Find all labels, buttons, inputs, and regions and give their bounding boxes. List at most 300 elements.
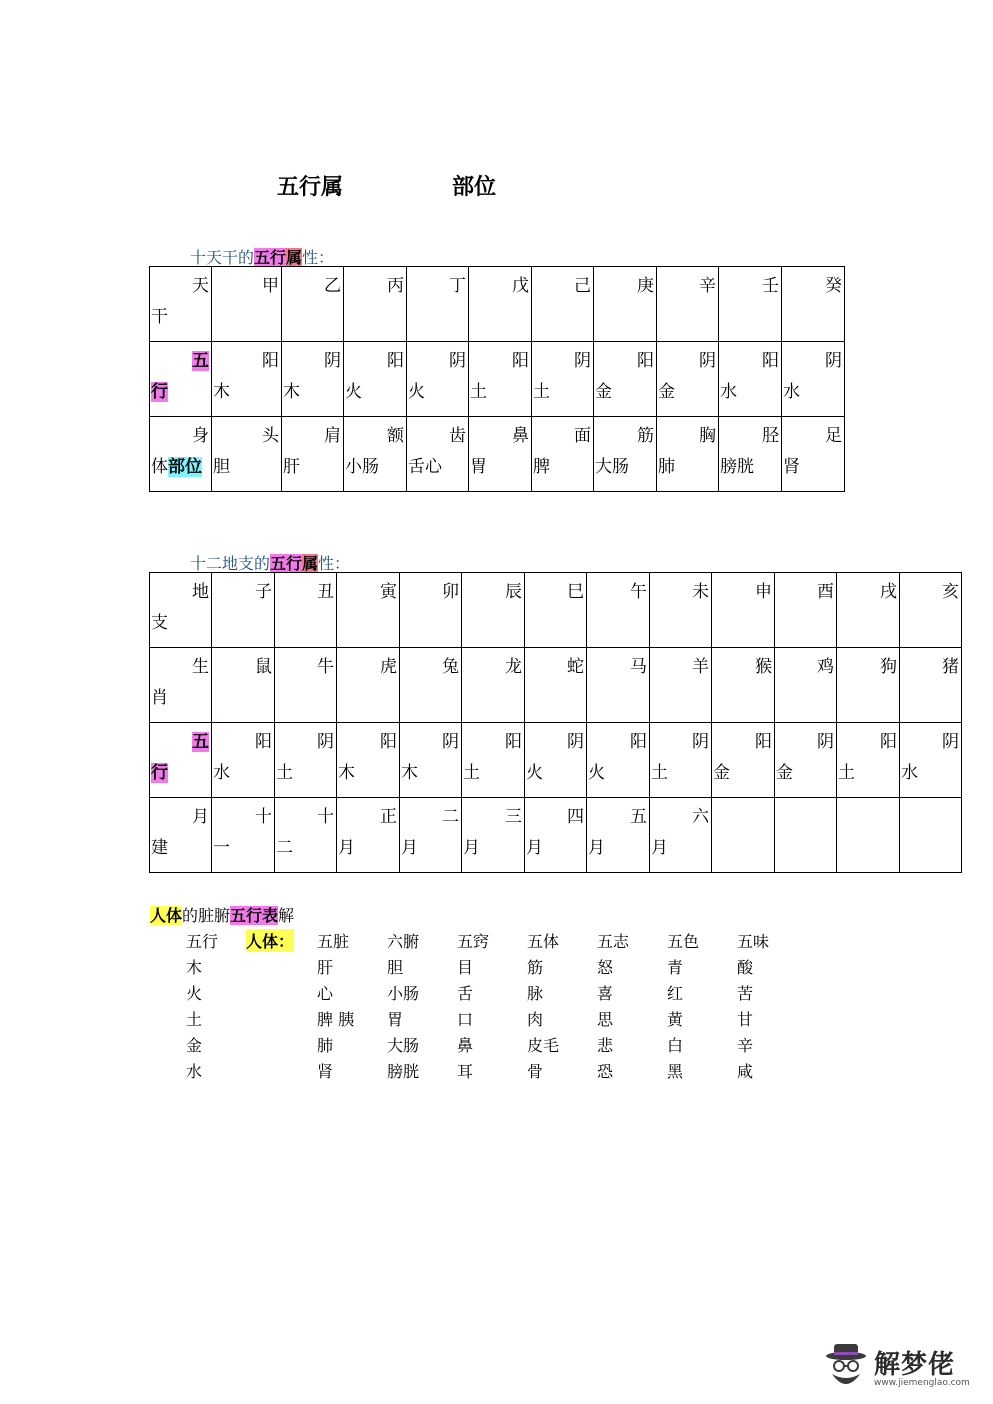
cell-line2: [400, 608, 461, 639]
cell-line1: 猪: [942, 657, 959, 677]
table-cell: [587, 648, 650, 723]
watermark: [822, 1340, 982, 1394]
cell-line2: 土: [838, 763, 855, 783]
table-cell: [344, 267, 407, 342]
table-cell: [462, 723, 525, 798]
organs-cell: 咸: [737, 1062, 754, 1081]
cell-line1: 十: [255, 807, 272, 827]
organs-cell: 木: [186, 958, 203, 977]
table-row: [150, 342, 845, 417]
cell-line1: 狗: [880, 657, 897, 677]
cell-line2: 大肠: [595, 457, 629, 477]
row-header-line2: [150, 833, 211, 864]
dizhi-label-post: 性：: [318, 554, 351, 573]
cell-line1: 阴: [442, 732, 459, 752]
cell-line1: 羊: [692, 657, 709, 677]
cell-line1: 阳: [637, 351, 654, 371]
table-cell: [532, 417, 594, 492]
cell-line2: 膀胱: [720, 457, 754, 477]
cell-line1: 三: [505, 807, 522, 827]
organs-header-cell: 五味: [737, 932, 770, 951]
table-cell: [900, 573, 962, 648]
watermark-text: 解梦佬: [874, 1350, 956, 1380]
table-cell: [400, 798, 462, 873]
cell-line1: 戊: [512, 276, 529, 296]
row-header-line1: [150, 342, 211, 377]
cell-line2: 水: [783, 382, 800, 402]
table-cell: [469, 417, 532, 492]
cell-line2: 月: [526, 838, 543, 858]
row-header-line2: [150, 683, 211, 714]
table-cell: [587, 798, 650, 873]
row-header-line2-text: 体: [151, 457, 168, 477]
table-cell: [337, 573, 400, 648]
cell-line2: 小肠: [345, 457, 379, 477]
organs-cell: 脉: [527, 984, 544, 1003]
cell-line1: 未: [692, 582, 709, 602]
cell-line2: [650, 683, 711, 714]
cell-line2: [532, 302, 593, 333]
table-cell: [719, 267, 782, 342]
cell-line1: 筋: [637, 426, 654, 446]
table-cell: [212, 648, 275, 723]
row-header-cell: [150, 573, 212, 648]
table-cell: [775, 648, 837, 723]
cell-line2: [837, 608, 899, 639]
table-cell: [594, 342, 657, 417]
row-header-cell: [150, 723, 212, 798]
table-cell: [775, 798, 837, 873]
cell-line1: 面: [574, 426, 591, 446]
tiangan-label-hl2: 属: [286, 248, 303, 267]
cell-line1: 巳: [567, 582, 584, 602]
cell-line1: 癸: [825, 276, 842, 296]
dizhi-label-hl1: 五行: [270, 554, 303, 573]
cell-line1: 阳: [380, 732, 397, 752]
cell-line2: 木: [283, 382, 300, 402]
cell-line2: 火: [345, 382, 362, 402]
table-cell: [407, 417, 469, 492]
table-cell: [282, 417, 344, 492]
cell-line1: [837, 798, 899, 833]
organs-cell: 火: [186, 984, 203, 1003]
organs-cell: 肝: [317, 958, 334, 977]
table-cell: [400, 648, 462, 723]
cell-line1: 肩: [324, 426, 341, 446]
cell-line2: 月: [651, 838, 668, 858]
row-header-cell: [150, 648, 212, 723]
table-cell: [782, 267, 845, 342]
tiangan-table: [149, 266, 845, 492]
table-row: [150, 723, 962, 798]
organs-cell: 怒: [597, 958, 614, 977]
organs-cell: 思: [597, 1010, 614, 1029]
table-cell: [650, 723, 712, 798]
cell-line2: 胃: [470, 457, 487, 477]
detective-logo-icon: [822, 1340, 870, 1394]
cell-line2: [212, 608, 274, 639]
table-cell: [212, 342, 282, 417]
cell-line1: 正: [380, 807, 397, 827]
cell-line1: 蛇: [567, 657, 584, 677]
buwei-highlight: 部位: [168, 457, 202, 477]
page-title-left: 五行属: [277, 175, 344, 200]
row-header-line2: [150, 608, 211, 639]
cell-line2: 火: [408, 382, 425, 402]
cell-line2: 火: [526, 763, 543, 783]
organs-cell: 红: [667, 984, 684, 1003]
organs-header-cell: 五志: [597, 932, 630, 951]
cell-line2: [837, 683, 899, 714]
row-header-line2: [150, 377, 211, 408]
cell-line2: 肺: [658, 457, 675, 477]
cell-line2: [712, 833, 774, 864]
cell-line2: 月: [338, 838, 355, 858]
table-cell: [532, 267, 594, 342]
cell-line1: 阴: [574, 351, 591, 371]
cell-line2: 木: [401, 763, 418, 783]
cell-line1: 午: [630, 582, 647, 602]
row-header-line1: 月: [192, 807, 209, 827]
cell-line1: 鼠: [255, 657, 272, 677]
table-cell: [719, 342, 782, 417]
cell-line2: [900, 833, 961, 864]
cell-line2: [900, 683, 961, 714]
table-cell: [275, 723, 337, 798]
table-cell: [344, 417, 407, 492]
cell-line1: 庚: [637, 276, 654, 296]
row-header-line2: [150, 758, 211, 789]
organs-cell: 小肠: [387, 984, 420, 1003]
organs-cell: 白: [667, 1036, 684, 1055]
cell-line1: 甲: [262, 276, 279, 296]
dizhi-label-pre: 十二地支的: [190, 554, 271, 573]
organs-header-cell: 五体: [527, 932, 560, 951]
wuxing-header-bottom: 行: [151, 382, 168, 402]
tiangan-label-hl1: 五行: [254, 248, 287, 267]
organs-cell: 口: [457, 1010, 474, 1029]
cell-line2: [900, 608, 961, 639]
table-row: [150, 267, 845, 342]
cell-line1: 胸: [699, 426, 716, 446]
organs-cell: 皮毛: [527, 1036, 560, 1055]
table-cell: [469, 342, 532, 417]
cell-line1: 阳: [630, 732, 647, 752]
wuxing-header-top: 五: [192, 351, 209, 371]
cell-line1: 阴: [317, 732, 334, 752]
cell-line2: [462, 608, 524, 639]
table-row: [150, 648, 962, 723]
table-cell: [462, 573, 525, 648]
table-cell: [594, 267, 657, 342]
table-cell: [782, 417, 845, 492]
table-cell: [650, 648, 712, 723]
organs-cell: 水: [186, 1062, 203, 1081]
table-cell: [525, 573, 587, 648]
organs-title-hl2: 五行表: [230, 906, 279, 925]
cell-line1: 五: [630, 807, 647, 827]
cell-line2: [775, 683, 836, 714]
organs-cell: 喜: [597, 984, 614, 1003]
organs-cell: 肾: [317, 1062, 334, 1081]
row-header-line2: [150, 452, 211, 483]
organs-cell: 黄: [667, 1010, 684, 1029]
cell-line2: [469, 302, 531, 333]
cell-line2: 土: [470, 382, 487, 402]
table-cell: [657, 267, 719, 342]
cell-line2: 月: [401, 838, 418, 858]
dizhi-table: [149, 572, 962, 873]
organs-title: [150, 903, 294, 926]
cell-line2: [712, 608, 774, 639]
dizhi-label: [190, 551, 350, 574]
cell-line1: [775, 798, 836, 833]
table-cell: [212, 723, 275, 798]
table-cell: [525, 723, 587, 798]
cell-line1: 齿: [449, 426, 466, 446]
table-cell: [212, 417, 282, 492]
row-header-line2-text: 建: [151, 838, 168, 858]
cell-line2: 金: [713, 763, 730, 783]
cell-line1: 阳: [880, 732, 897, 752]
cell-line2: [275, 683, 336, 714]
cell-line1: 戌: [880, 582, 897, 602]
table-cell: [657, 342, 719, 417]
organs-title-post: 解: [278, 906, 295, 925]
cell-line1: 鼻: [512, 426, 529, 446]
row-header-line2-text: 干: [151, 307, 168, 327]
cell-line1: 寅: [380, 582, 397, 602]
table-cell: [587, 723, 650, 798]
cell-line1: 阴: [942, 732, 959, 752]
table-cell: [282, 342, 344, 417]
watermark-url: www.jiemenglao.com: [874, 1378, 970, 1388]
table-cell: [837, 573, 900, 648]
organs-cell: 目: [457, 958, 474, 977]
wuxing-header-top: 五: [192, 732, 209, 752]
cell-line2: 金: [776, 763, 793, 783]
table-cell: [275, 573, 337, 648]
cell-line1: 子: [255, 582, 272, 602]
cell-line2: [775, 608, 836, 639]
organs-cell: 辛: [737, 1036, 754, 1055]
organs-cell: 苦: [737, 984, 754, 1003]
cell-line2: [719, 302, 781, 333]
row-header-cell: [150, 798, 212, 873]
table-cell: [462, 798, 525, 873]
cell-line2: [587, 683, 649, 714]
table-cell: [900, 648, 962, 723]
table-cell: [719, 417, 782, 492]
cell-line1: 丑: [317, 582, 334, 602]
cell-line2: 土: [533, 382, 550, 402]
organs-header-cell: 人体：: [246, 929, 294, 952]
cell-line1: 龙: [505, 657, 522, 677]
table-cell: [594, 417, 657, 492]
cell-line1: 阴: [449, 351, 466, 371]
cell-line1: 阳: [505, 732, 522, 752]
cell-line1: 六: [692, 807, 709, 827]
row-header-cell: [150, 267, 212, 342]
row-header-line1: 生: [192, 657, 209, 677]
cell-line1: 阳: [387, 351, 404, 371]
table-cell: [525, 648, 587, 723]
cell-line1: 二: [442, 807, 459, 827]
cell-line1: [712, 798, 774, 833]
cell-line1: 四: [567, 807, 584, 827]
cell-line1: 申: [755, 582, 772, 602]
cell-line2: 土: [276, 763, 293, 783]
cell-line1: 阴: [324, 351, 341, 371]
cell-line1: [900, 798, 961, 833]
table-cell: [837, 648, 900, 723]
cell-line2: 肝: [283, 457, 300, 477]
cell-line2: 脾: [533, 457, 550, 477]
organs-cell: 青: [667, 958, 684, 977]
cell-line2: [650, 608, 711, 639]
cell-line2: [782, 302, 844, 333]
cell-line2: 胆: [213, 457, 230, 477]
organs-header-cell: 五行: [186, 932, 219, 951]
cell-line1: 马: [630, 657, 647, 677]
cell-line2: [275, 608, 336, 639]
cell-line2: [525, 608, 586, 639]
organs-cell: 鼻: [457, 1036, 474, 1055]
cell-line2: 木: [338, 763, 355, 783]
cell-line1: 阳: [255, 732, 272, 752]
cell-line1: 亥: [942, 582, 959, 602]
cell-line1: 阴: [692, 732, 709, 752]
table-cell: [837, 798, 900, 873]
organs-cell: 酸: [737, 958, 754, 977]
cell-line1: 乙: [324, 276, 341, 296]
table-row: [150, 417, 845, 492]
cell-line1: 阳: [512, 351, 529, 371]
table-cell: [212, 798, 275, 873]
organs-cell: 悲: [597, 1036, 614, 1055]
organs-cell: 胃: [387, 1010, 404, 1029]
organs-cell: 脾 胰: [317, 1010, 355, 1029]
row-header-line2: [150, 302, 211, 333]
organs-header-cell: 五脏: [317, 932, 350, 951]
page-title-right: 部位: [452, 175, 497, 200]
organs-cell: 黑: [667, 1062, 684, 1081]
table-cell: [650, 573, 712, 648]
row-header-line2-text: 肖: [151, 688, 168, 708]
cell-line1: 壬: [762, 276, 779, 296]
cell-line1: 兔: [442, 657, 459, 677]
cell-line1: 阳: [262, 351, 279, 371]
row-header-line1: [150, 723, 211, 758]
cell-line2: [212, 302, 281, 333]
table-cell: [275, 798, 337, 873]
cell-line1: 牛: [317, 657, 334, 677]
cell-line2: 月: [463, 838, 480, 858]
tiangan-label: [190, 245, 334, 268]
cell-line1: 虎: [380, 657, 397, 677]
cell-line2: 舌心: [408, 457, 442, 477]
cell-line2: [594, 302, 656, 333]
cell-line1: 十: [317, 807, 334, 827]
cell-line1: 丁: [449, 276, 466, 296]
table-row: [150, 573, 962, 648]
cell-line2: [587, 608, 649, 639]
table-cell: [775, 573, 837, 648]
table-cell: [775, 723, 837, 798]
cell-line2: [337, 608, 399, 639]
table-cell: [337, 648, 400, 723]
table-row: [150, 798, 962, 873]
cell-line2: [344, 302, 406, 333]
cell-line1: 辛: [699, 276, 716, 296]
row-header-cell: [150, 342, 212, 417]
table-cell: [469, 267, 532, 342]
cell-line1: 酉: [817, 582, 834, 602]
cell-line1: 阴: [567, 732, 584, 752]
cell-line1: 阴: [817, 732, 834, 752]
table-cell: [837, 723, 900, 798]
table-cell: [532, 342, 594, 417]
table-cell: [900, 798, 962, 873]
row-header-line2-text: 支: [151, 613, 168, 633]
cell-line1: 阴: [699, 351, 716, 371]
organs-cell: 肺: [317, 1036, 334, 1055]
cell-line1: 丙: [387, 276, 404, 296]
table-cell: [782, 342, 845, 417]
organs-title-mid: 的脏腑: [182, 906, 231, 925]
cell-line2: 水: [213, 763, 230, 783]
organs-cell: 耳: [457, 1062, 474, 1081]
organs-cell: 舌: [457, 984, 474, 1003]
wuxing-header-bottom: 行: [151, 763, 168, 783]
cell-line1: 卯: [442, 582, 459, 602]
cell-line2: [525, 683, 586, 714]
organs-cell: 胆: [387, 958, 404, 977]
cell-line2: [337, 683, 399, 714]
cell-line2: [400, 683, 461, 714]
table-cell: [407, 267, 469, 342]
table-cell: [337, 723, 400, 798]
organs-cell: 心: [317, 984, 334, 1003]
table-cell: [212, 267, 282, 342]
cell-line2: [462, 683, 524, 714]
table-cell: [525, 798, 587, 873]
cell-line2: [212, 683, 274, 714]
table-cell: [712, 798, 775, 873]
cell-line2: [775, 833, 836, 864]
cell-line1: 阳: [762, 351, 779, 371]
organs-cell: 土: [186, 1010, 203, 1029]
table-cell: [407, 342, 469, 417]
table-cell: [344, 342, 407, 417]
table-cell: [400, 573, 462, 648]
cell-line2: [282, 302, 343, 333]
cell-line1: 阴: [825, 351, 842, 371]
organs-cell: 金: [186, 1036, 203, 1055]
organs-header-cell: 五窍: [457, 932, 490, 951]
cell-line2: 金: [595, 382, 612, 402]
cell-line1: 辰: [505, 582, 522, 602]
organs-cell: 恐: [597, 1062, 614, 1081]
table-cell: [282, 267, 344, 342]
cell-line1: 己: [574, 276, 591, 296]
organs-header-cell: 六腑: [387, 932, 420, 951]
table-cell: [400, 723, 462, 798]
organs-cell: 骨: [527, 1062, 544, 1081]
cell-line1: 头: [262, 426, 279, 446]
cell-line1: 阳: [755, 732, 772, 752]
cell-line2: 二: [276, 838, 293, 858]
